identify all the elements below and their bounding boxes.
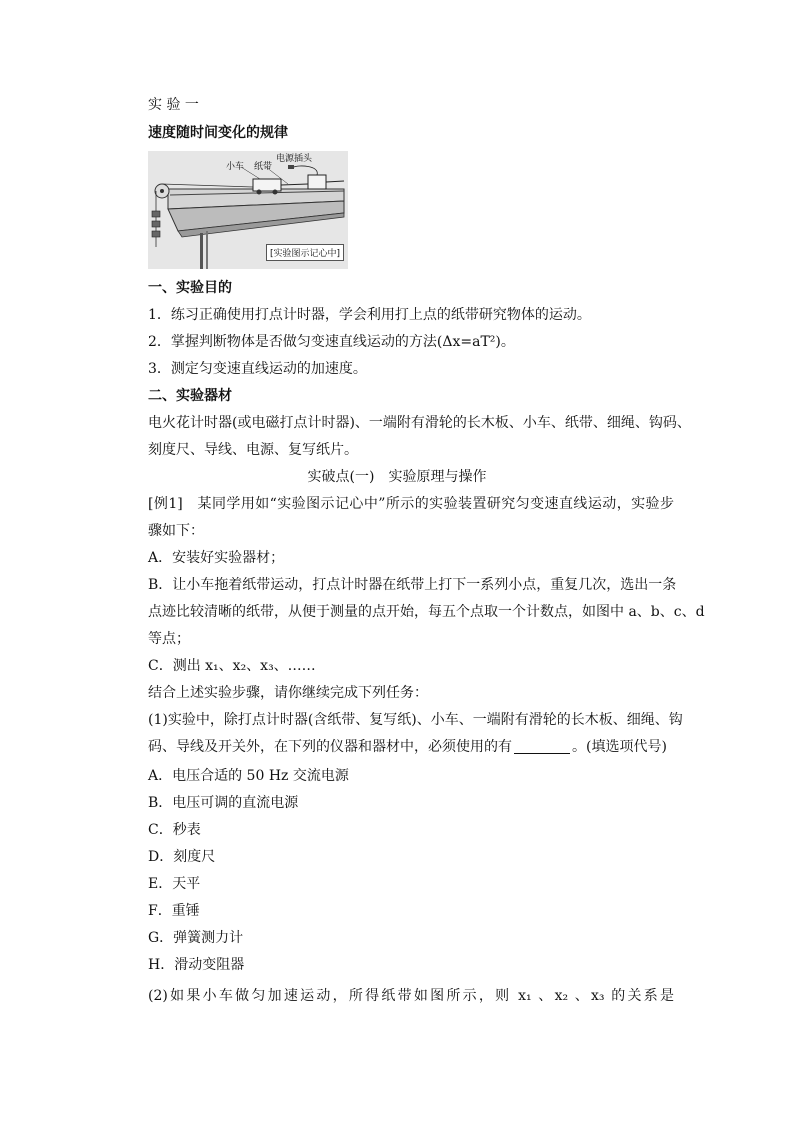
section1-item-1: 1．练习正确使用打点计时器，学会利用打上点的纸带研究物体的运动。 <box>148 307 591 323</box>
step-b-line-1: B．让小车拖着纸带运动，打点计时器在纸带上打下一系列小点，重复几次，选出一条 <box>148 577 677 593</box>
task-intro: 结合上述实验步骤，请你继续完成下列任务： <box>148 685 428 701</box>
option-a: A．电压合适的 50 Hz 交流电源 <box>148 768 349 784</box>
section3-title: 实破点(一) 实验原理与操作 <box>307 469 487 485</box>
figure-caption: [实验图示记心中] <box>266 244 344 261</box>
figure-label-plug: 电源插头 <box>276 154 313 164</box>
question-1-line-2 <box>148 737 667 757</box>
step-c: C．测出 x₁、x₂、x₃、…… <box>148 658 316 674</box>
option-e: E．天平 <box>148 876 201 892</box>
figure-label-tape: 纸带 <box>254 162 273 172</box>
section2-title: 二、实验器材 <box>148 388 232 404</box>
subheading: 速度随时间变化的规律 <box>148 125 288 141</box>
question-2-line-1: (2)如果小车做匀加速运动，所得纸带如图所示，则 x₁ 、x₂ 、x₃ 的关系是 <box>148 988 674 1004</box>
answer-blank[interactable] <box>514 739 570 754</box>
step-b-line-3: 等点； <box>148 631 190 647</box>
example-line-1: [例1] 某同学用如“实验图示记心中”所示的实验装置研究匀变速直线运动，实验步 <box>148 496 674 512</box>
example-line-2: 骤如下： <box>148 523 204 539</box>
section1-item-3: 3．测定匀变速直线运动的加速度。 <box>148 361 367 377</box>
option-f: F．重锤 <box>148 903 200 919</box>
question-1-line-1: (1)实验中，除打点计时器(含纸带、复写纸)、小车、一端附有滑轮的长木板、细绳、钩 <box>148 712 683 728</box>
section2-line-1: 电火花计时器(或电磁打点计时器)、一端附有滑轮的长木板、小车、纸带、细绳、钩码、 <box>148 415 691 431</box>
option-b: B．电压可调的直流电源 <box>148 795 299 811</box>
option-g: G．弹簧测力计 <box>148 930 244 946</box>
figure-label-car: 小车 <box>226 162 245 172</box>
section1-title: 一、实验目的 <box>148 280 232 296</box>
option-c: C．秒表 <box>148 822 201 838</box>
section1-item-2: 2．掌握判断物体是否做匀变速直线运动的方法(Δx=aT²)。 <box>148 334 515 350</box>
experiment-figure <box>148 151 348 269</box>
option-h: H．滑动变阻器 <box>148 957 245 973</box>
option-d: D．刻度尺 <box>148 849 216 865</box>
heading: 实 验 一 <box>148 97 199 113</box>
question-1-line-2-prefix: 码、导线及开关外，在下列的仪器和器材中，必须使用的有 <box>148 739 512 755</box>
section2-line-2: 刻度尺、导线、电源、复写纸片。 <box>148 442 358 458</box>
step-b-line-2: 点迹比较清晰的纸带，从便于测量的点开始，每五个点取一个计数点，如图中 a、b、c、d <box>148 604 705 620</box>
step-a: A．安装好实验器材； <box>148 550 285 566</box>
question-1-line-2-suffix: 。(填选项代号) <box>572 739 667 755</box>
